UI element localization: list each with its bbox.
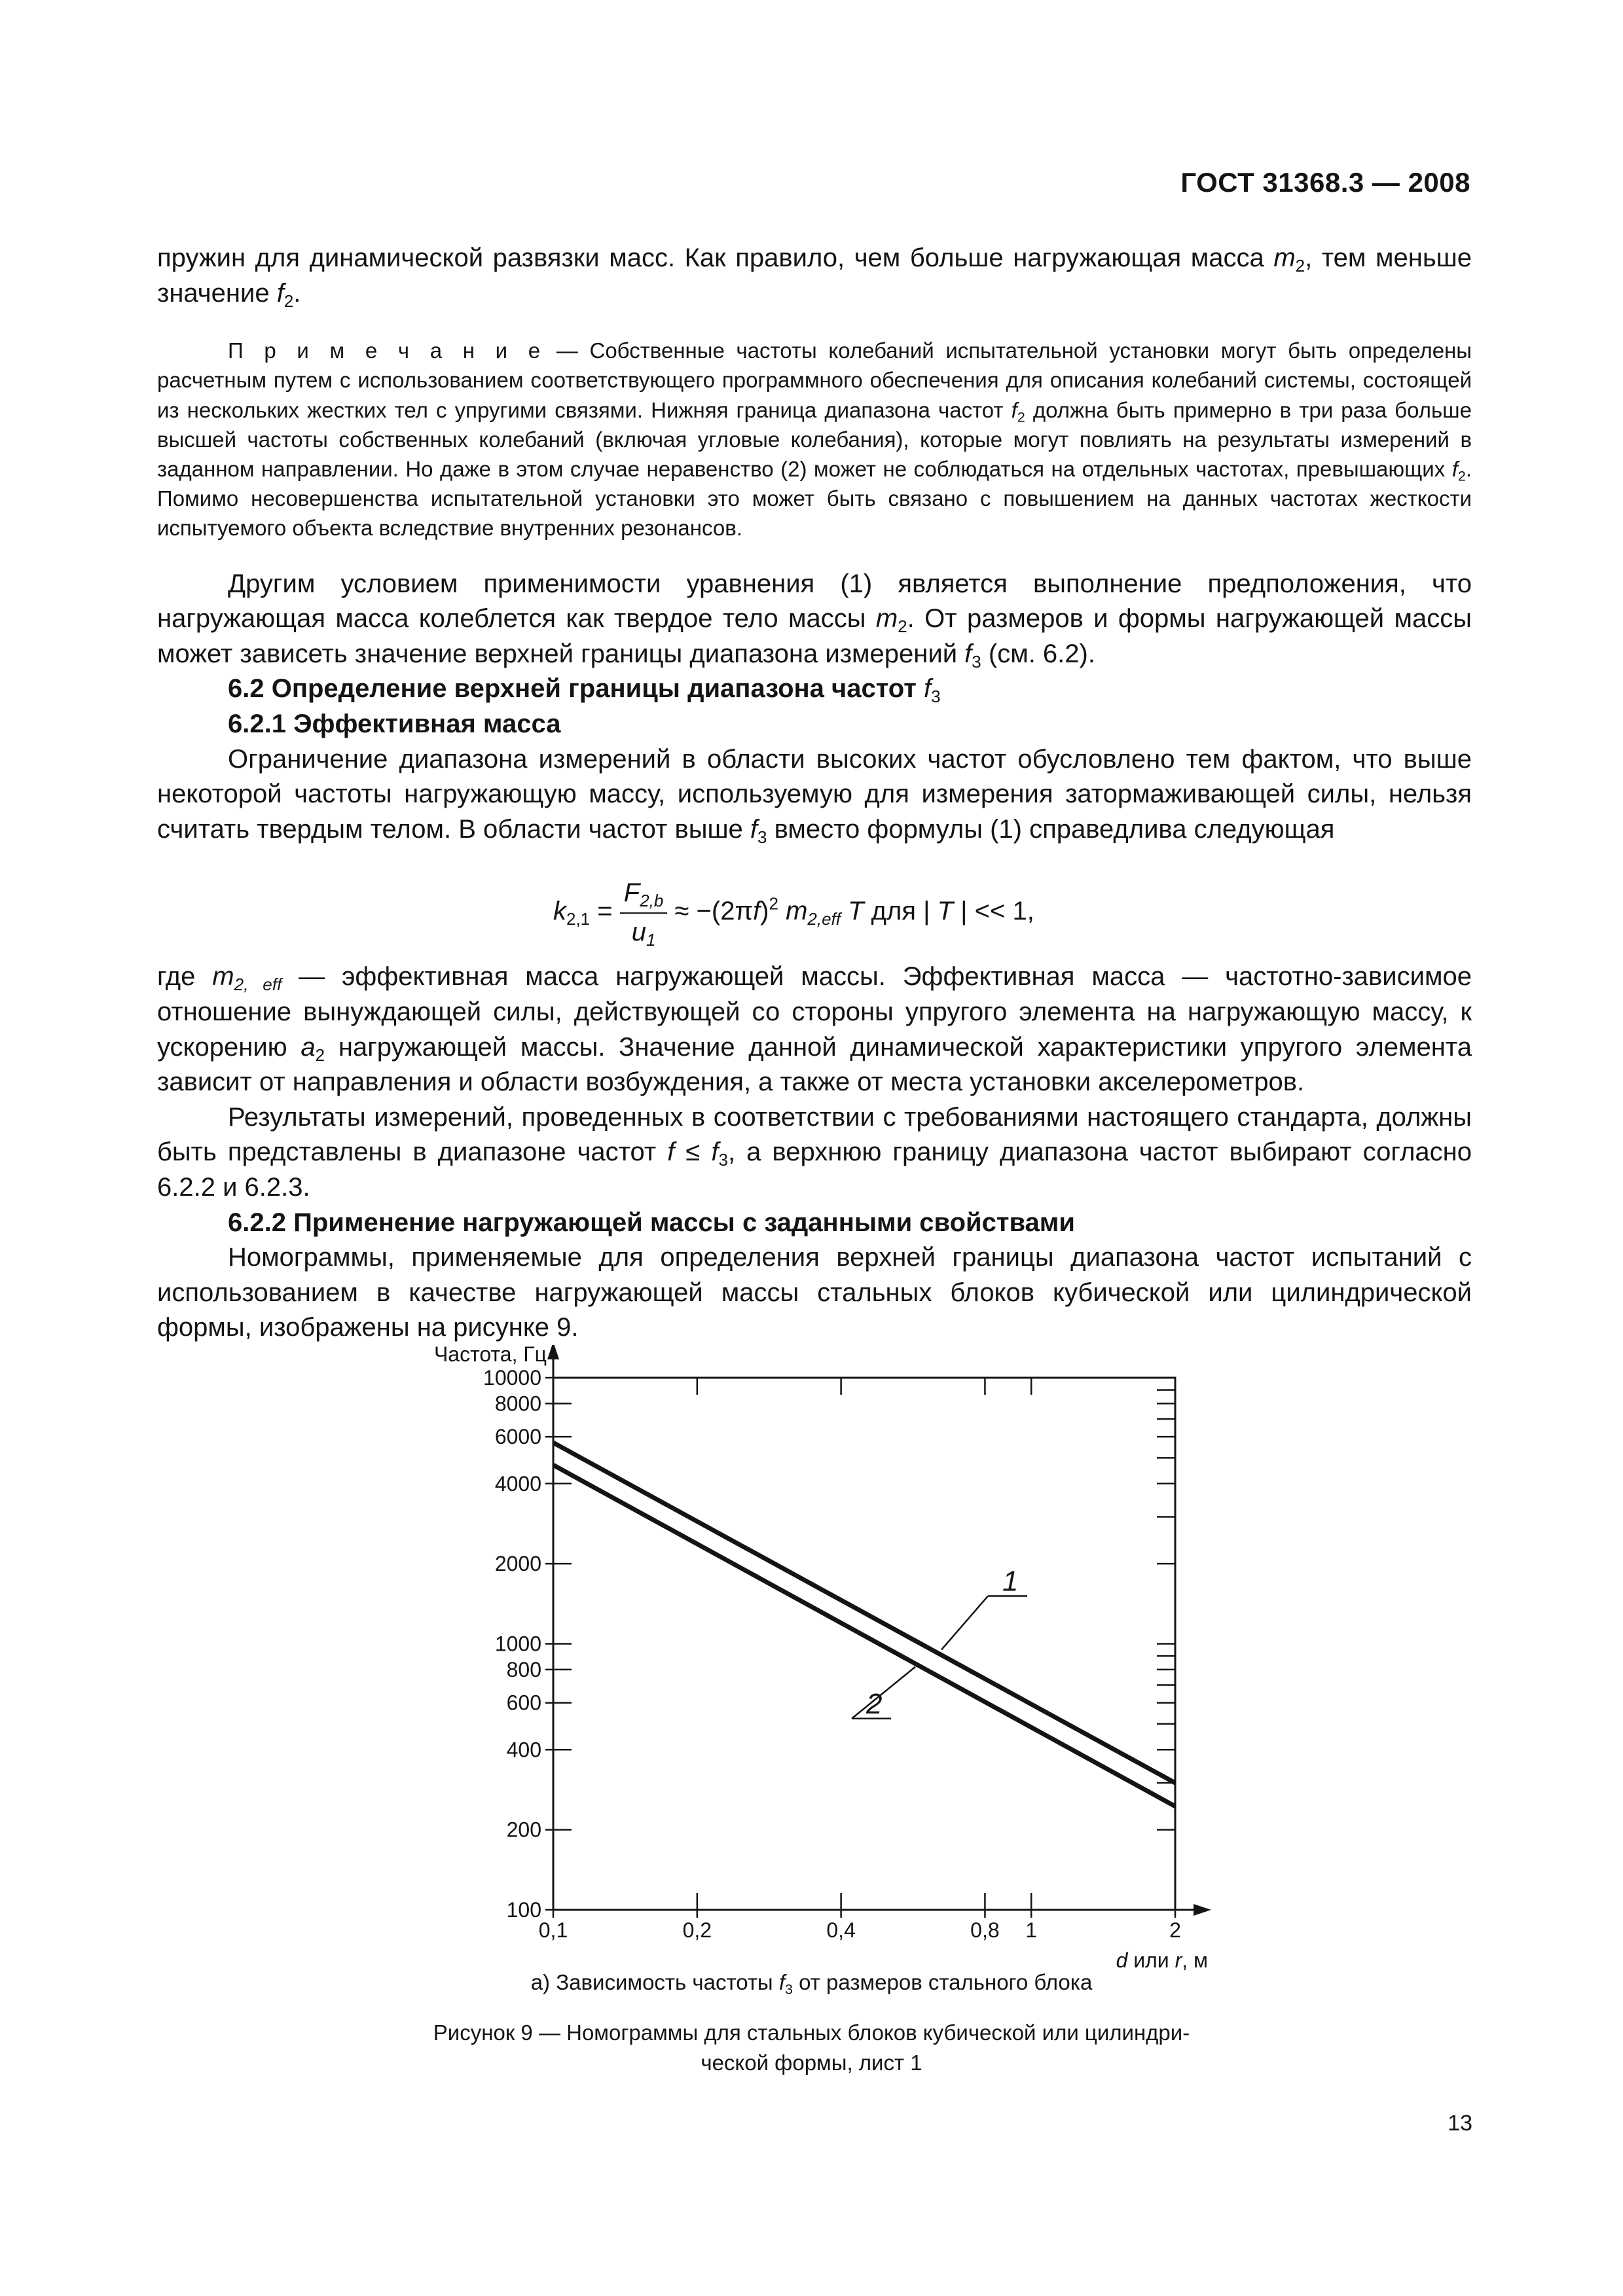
series-line-2 bbox=[553, 1465, 1175, 1806]
y-axis-arrow bbox=[547, 1345, 559, 1359]
y-tick-label: 400 bbox=[506, 1738, 541, 1762]
x-axis-arrow bbox=[1194, 1904, 1211, 1916]
x-tick-label: 2 bbox=[1169, 1918, 1181, 1942]
effective-mass-definition: где $m_{2, eff}$ — эффективная масса нагружающей массы. Эффективная масса — частотно-зависимое отношение вынуждающей силы, действующей со стороны упругого элемента на нагружающую массу, к ускорению $a_2$ нагружающей массы. Значение данной динамической характеристики упругого элемента зависит от направления и области возбуждения, а также от места установки акселерометров. bbox=[157, 962, 1472, 1097]
y-tick-label: 1000 bbox=[494, 1632, 541, 1656]
x-tick-label: 1 bbox=[1025, 1918, 1038, 1942]
leader-line-2 bbox=[852, 1667, 915, 1719]
figure-caption-line2: ческой формы, лист 1 bbox=[701, 2051, 922, 2075]
figure-caption bbox=[0, 2018, 1623, 2078]
document-header: ГОСТ 31368.3 — 2008 bbox=[1180, 167, 1470, 198]
plot-frame bbox=[553, 1378, 1175, 1910]
x-tick-label: 0,2 bbox=[682, 1918, 712, 1942]
y-tick-label: 600 bbox=[506, 1691, 541, 1715]
x-tick-label: 0,4 bbox=[826, 1918, 856, 1942]
document-body bbox=[157, 241, 1472, 1346]
rigid-body-paragraph: Другим условием применимости уравнения (1) является выполнение предположения, что нагружающая масса колеблется как твердое тело массы $m_2$. От размеров и формы нагружающей массы может зависеть значение верхней границы диапазона измерений $f_3$ (см. 6.2). bbox=[157, 569, 1472, 672]
x-tick-label: 0,1 bbox=[538, 1918, 568, 1942]
y-tick-label: 10000 bbox=[483, 1366, 541, 1390]
section-6-2-1-heading: 6.2.1 Эффективная масса bbox=[228, 709, 561, 738]
series-label-2: 2 bbox=[866, 1687, 883, 1720]
y-tick-label: 800 bbox=[506, 1657, 541, 1681]
y-tick-label: 100 bbox=[506, 1898, 541, 1922]
formula-fraction: $\frac{F_{2,b}}{u_1}$ bbox=[620, 876, 668, 950]
figure-subcaption: а) Зависимость частоты $f_3$ от размеров стального блока bbox=[530, 1970, 1093, 1998]
series-line-1 bbox=[553, 1443, 1175, 1783]
y-tick-label: 6000 bbox=[494, 1425, 541, 1449]
x-axis-title: d или r, м bbox=[1116, 1948, 1208, 1972]
y-axis-title: Частота, Гц bbox=[433, 1345, 547, 1366]
series-label-1: 1 bbox=[1002, 1565, 1019, 1598]
y-tick-label: 4000 bbox=[494, 1471, 541, 1496]
nomogram-paragraph: Номограммы, применяемые для определения верхней границы диапазона частот испытаний с использованием в качестве нагружающей массы стальных блоков кубической или цилиндрической формы, изображены на рисунке 9. bbox=[157, 1243, 1472, 1342]
x-tick-label: 0,8 bbox=[970, 1918, 1000, 1942]
figure-caption-line1: Рисунок 9 — Номограммы для стальных блоков кубической или цилиндри- bbox=[433, 2020, 1190, 2045]
y-tick-label: 200 bbox=[506, 1818, 541, 1842]
intro-paragraph: пружин для динамической развязки масс. Как правило, чем больше нагружающая масса $m_2$, тем меньше значение $f_2$. bbox=[157, 243, 1472, 311]
high-frequency-paragraph: Ограничение диапазона измерений в области высоких частот обусловлено тем фактом, что выше некоторой частоты нагружающую массу, используемую для измерения затормаживающей силы, нельзя считать твердым телом. В области частот выше $f_3$ вместо формулы (1) справедлива следующая bbox=[157, 744, 1472, 847]
y-tick-label: 2000 bbox=[494, 1552, 541, 1576]
note-paragraph: П р и м е ч а н и е — Собственные частоты колебаний испытательной установки могут быть определены расчетным путем с использованием соответствующего программного обеспечения для описания колебаний системы, состоящей из нескольких жестких тел с упругими связями. Нижняя граница диапазона частот $f_2$ должна быть примерно в три раза больше высшей частоты собственных колебаний (включая угловые колебания), которые могут повлиять на результаты измерений в заданном направлении. Но даже в этом случае неравенство (2) может не соблюдаться на отдельных частотах, превышающих $f_2$. Помимо несовершенства испытательной установки это может быть связано с повышением на данных частотах жесткости испытуемого объекта вследствие внутренних резонансов. bbox=[157, 338, 1472, 541]
section-6-2-2-heading: 6.2.2 Применение нагружающей массы с заданными свойствами bbox=[228, 1208, 1075, 1237]
leader-line-1 bbox=[941, 1596, 988, 1650]
formula-effective-mass: $k_{2,1}$ = $\frac{F_{2,b}}{u_1}$ ≈ $-(2\pi f)^2$ $m_{2,eff}$ T для | T | << 1, bbox=[157, 856, 1472, 954]
results-paragraph: Результаты измерений, проведенных в соответствии с требованиями настоящего стандарта, должны быть представлены в диапазоне частот $f \le f_3$, а верхнюю границу диапазона частот выбирают согласно 6.2.2 и 6.2.3. bbox=[157, 1102, 1472, 1202]
note-label: П р и м е ч а н и е bbox=[228, 338, 545, 363]
section-6-2-heading: 6.2 Определение верхней границы диапазона частот $f_3$ bbox=[228, 674, 941, 707]
page-number: 13 bbox=[1448, 2111, 1472, 2136]
y-tick-label: 8000 bbox=[494, 1391, 541, 1416]
